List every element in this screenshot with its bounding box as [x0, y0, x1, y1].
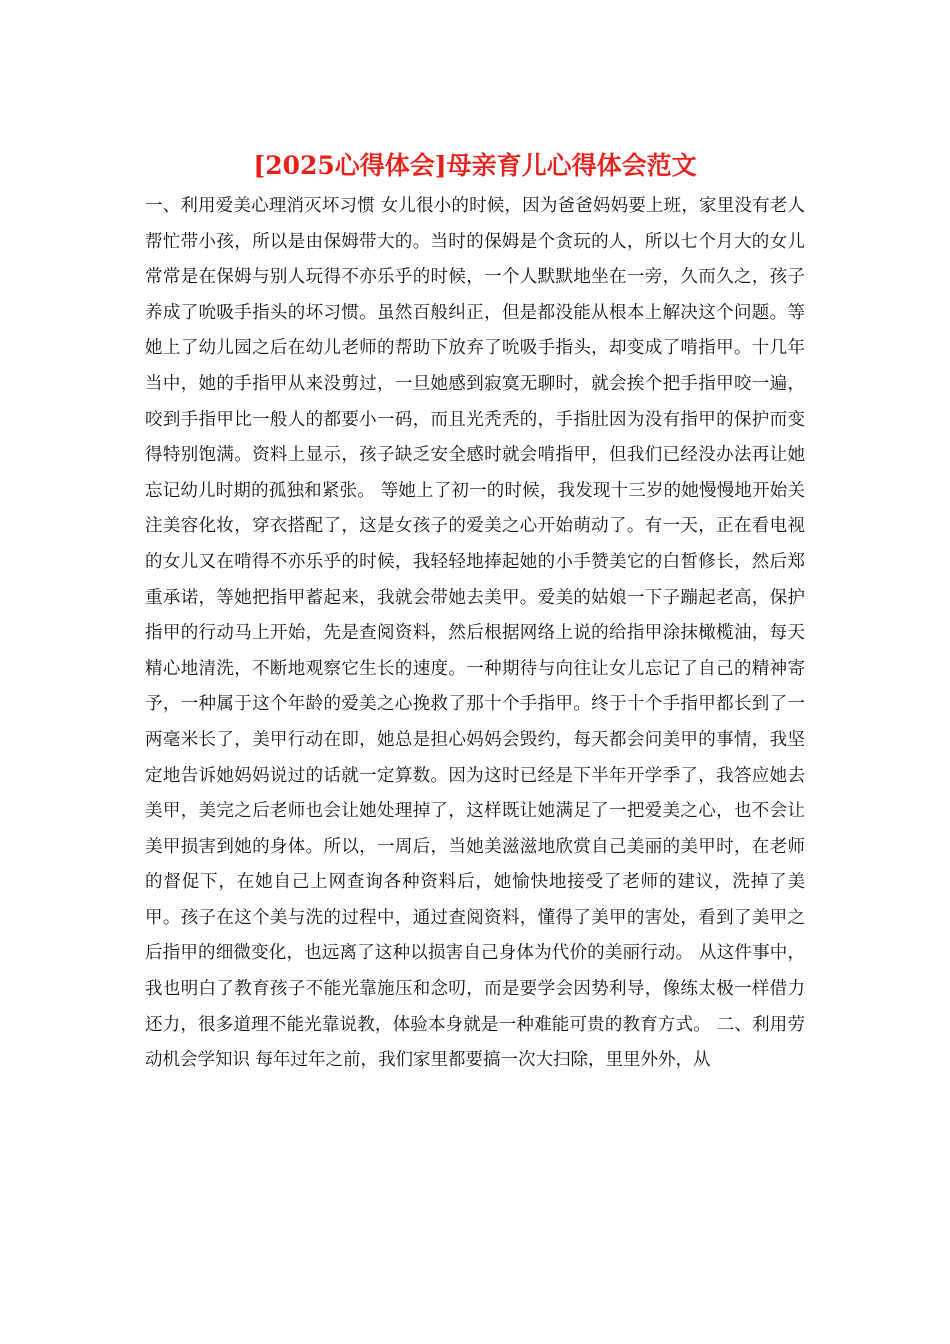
document-body-paragraph: 一、利用爱美心理消灭坏习惯 女儿很小的时候，因为爸爸妈妈要上班，家里没有老人帮忙带小孩，所以是由保姆带大的。当时的保姆是个贪玩的人，所以七个月大的女儿常常是在保姆与别人玩得不亦乐乎的时候，一个人默默地坐在一旁，久而久之，孩子养成了吮吸手指头的坏习惯。虽然百般纠正，但是都没能从根本上解决这个问题。等她上了幼儿园之后在幼儿老师的帮助下放弃了吮吸手指头，却变成了啃指甲。十几年当中，她的手指甲从来没剪过，一旦她感到寂寞无聊时，就会挨个把手指甲咬一遍，咬到手指甲比一般人的都要小一码，而且光秃秃的，手指肚因为没有指甲的保护而变得特别饱满。资料上显示，孩子缺乏安全感时就会啃指甲，但我们已经没办法再让她忘记幼儿时期的孤独和紧张。 等她上了初一的时候，我发现十三岁的她慢慢地开始关注美容化妆，穿衣搭配了，这是女孩子的爱美之心开始萌动了。有一天，正在看电视的女儿又在啃得不亦乐乎的时候，我轻轻地捧起她的小手赞美它的白皙修长，然后郑重承诺，等她把指甲蓄起来，我就会带她去美甲。爱美的姑娘一下子蹦起老高，保护指甲的行动马上开始，先是查阅资料，然后根据网络上说的给指甲涂抹橄榄油，每天精心地清洗，不断地观察它生长的速度。一种期待与向往让女儿忘记了自己的精神寄予，一种属于这个年龄的爱美之心挽救了那十个手指甲。终于十个手指甲都长到了一两毫米长了，美甲行动在即，她总是担心妈妈会毁约，每天都会问美甲的事情，我坚定地告诉她妈妈说过的话就一定算数。因为这时已经是下半年开学季了，我答应她去美甲，美完之后老师也会让她处理掉了，这样既让她满足了一把爱美之心，也不会让美甲损害到她的身体。所以，一周后，当她美滋滋地欣赏自己美丽的美甲时，在老师的督促下，在她自己上网查询各种资料后，她愉快地接受了老师的建议，洗掉了美甲。孩子在这个美与洗的过程中，通过查阅资料，懂得了美甲的害处，看到了美甲之后指甲的细微变化，也远离了这种以损害自己身体为代价的美丽行动。 从这件事中，我也明白了教育孩子不能光靠施压和念叨，而是要学会因势利导，像练太极一样借力还力，很多道理不能光靠说教，体验本身就是一种难能可贵的教育方式。 二、利用劳动机会学知识 每年过年之前，我们家里都要搞一次大扫除，里里外外，从: [145, 196, 805, 1071]
document-title: [2025心得体会]母亲育儿心得体会范文: [253, 151, 697, 180]
